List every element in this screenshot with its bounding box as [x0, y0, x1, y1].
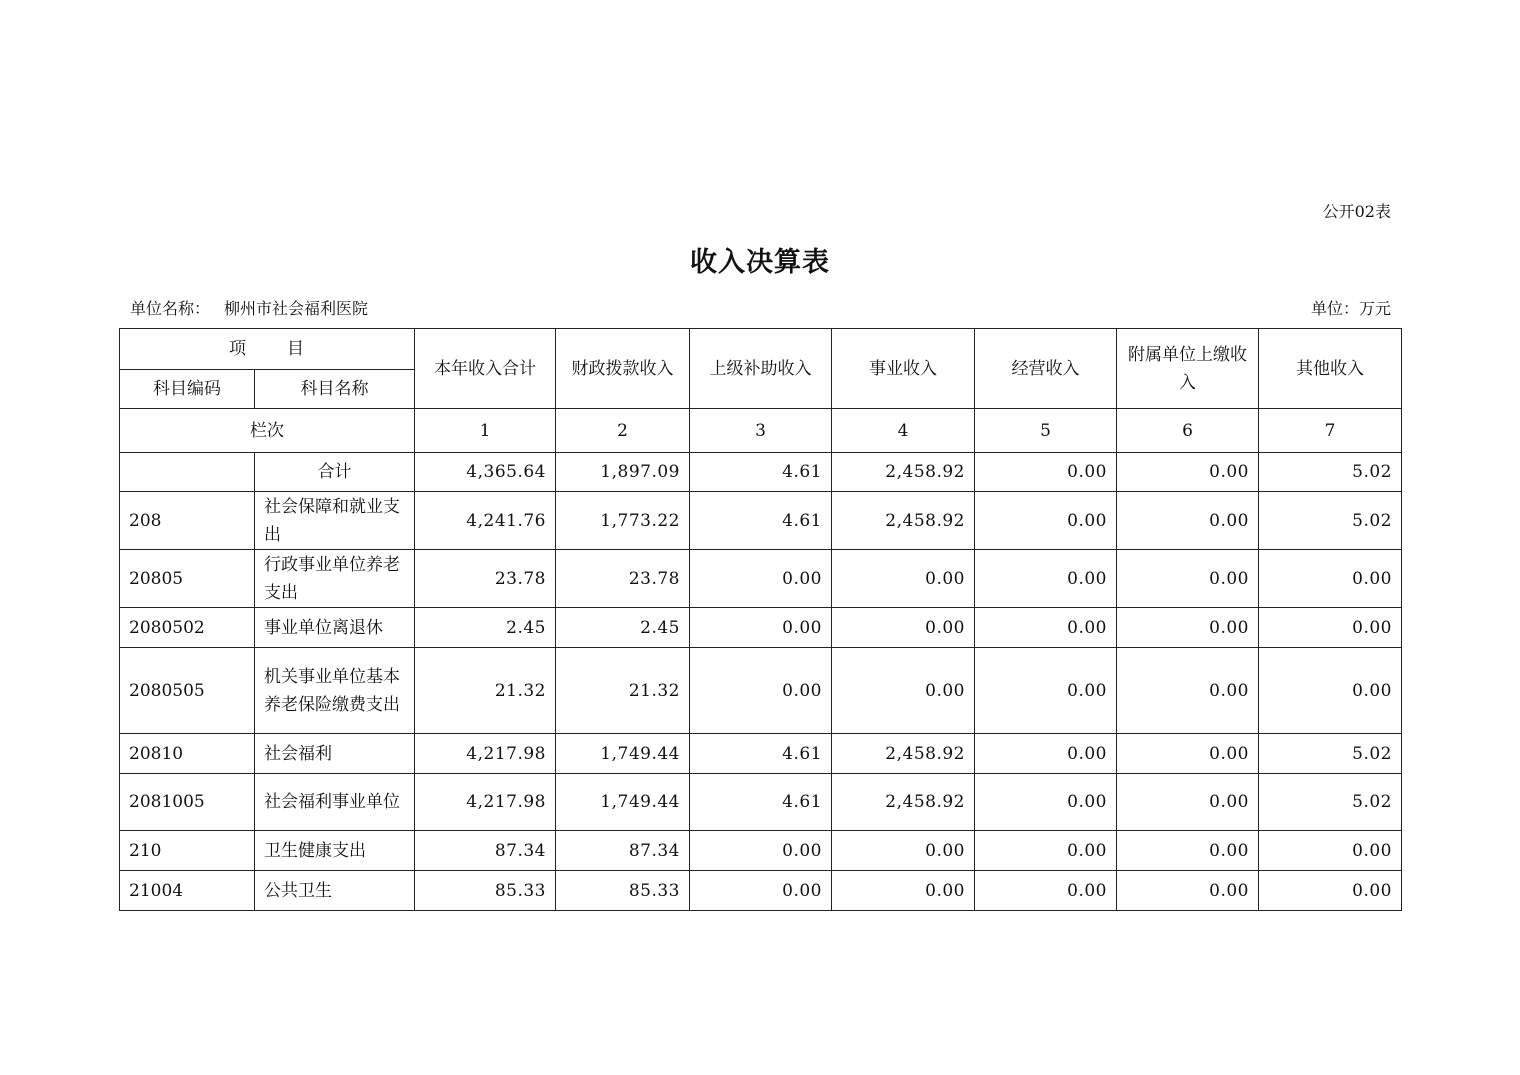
value-cell: 0.00 [1117, 648, 1259, 734]
value-cell: 4,217.98 [415, 774, 556, 831]
value-cell: 0.00 [1117, 608, 1259, 648]
header-col-2: 财政拨款收入 [556, 329, 690, 409]
table-row [120, 774, 1402, 831]
table-row [120, 734, 1402, 774]
value-cell: 85.33 [415, 871, 556, 911]
column-number: 2 [556, 409, 690, 453]
header-code: 科目编码 [120, 370, 255, 409]
value-cell: 0.00 [1259, 648, 1402, 734]
table-row [120, 648, 1402, 734]
value-cell: 2,458.92 [832, 734, 975, 774]
unit-name-label: 单位名称： [130, 299, 211, 318]
value-cell: 0.00 [1117, 871, 1259, 911]
column-number: 5 [975, 409, 1117, 453]
row-name: 合计 [255, 453, 415, 492]
table-row [120, 608, 1402, 648]
column-number: 7 [1259, 409, 1402, 453]
value-cell: 0.00 [832, 608, 975, 648]
value-cell: 0.00 [1117, 453, 1259, 492]
table-row [120, 831, 1402, 871]
value-cell: 0.00 [975, 871, 1117, 911]
value-cell: 0.00 [975, 831, 1117, 871]
value-cell: 0.00 [690, 831, 832, 871]
row-code: 208 [120, 492, 255, 550]
value-cell: 0.00 [832, 871, 975, 911]
value-cell: 0.00 [1259, 831, 1402, 871]
value-cell: 0.00 [975, 492, 1117, 550]
value-cell: 2.45 [556, 608, 690, 648]
value-cell: 0.00 [975, 550, 1117, 608]
page-title: 收入决算表 [690, 247, 830, 278]
value-cell: 1,749.44 [556, 774, 690, 831]
value-cell: 4.61 [690, 453, 832, 492]
value-cell: 85.33 [556, 871, 690, 911]
value-cell: 0.00 [1259, 550, 1402, 608]
value-cell: 4.61 [690, 492, 832, 550]
column-number: 1 [415, 409, 556, 453]
row-code: 2080505 [120, 648, 255, 734]
value-cell: 2,458.92 [832, 774, 975, 831]
value-cell: 0.00 [975, 774, 1117, 831]
value-cell: 21.32 [556, 648, 690, 734]
column-number: 3 [690, 409, 832, 453]
value-cell: 0.00 [1259, 608, 1402, 648]
value-cell: 23.78 [556, 550, 690, 608]
unit-name-value: 柳州市社会福利医院 [224, 299, 369, 318]
value-cell: 0.00 [690, 550, 832, 608]
header-col-7: 其他收入 [1259, 329, 1402, 409]
value-cell: 4.61 [690, 774, 832, 831]
value-cell: 0.00 [690, 608, 832, 648]
value-cell: 5.02 [1259, 734, 1402, 774]
row-code: 2081005 [120, 774, 255, 831]
row-name: 公共卫生 [255, 871, 415, 911]
value-cell: 87.34 [415, 831, 556, 871]
value-cell: 5.02 [1259, 774, 1402, 831]
header-name: 科目名称 [255, 370, 415, 409]
value-cell: 21.32 [415, 648, 556, 734]
table-row [120, 492, 1402, 550]
header-row-1 [120, 329, 1402, 370]
value-cell: 23.78 [415, 550, 556, 608]
column-number: 6 [1117, 409, 1259, 453]
column-number: 4 [832, 409, 975, 453]
row-code [120, 453, 255, 492]
unit-name [130, 296, 368, 319]
value-cell: 0.00 [975, 734, 1117, 774]
value-cell: 2,458.92 [832, 492, 975, 550]
header-item: 项 目 [120, 329, 415, 370]
value-cell: 0.00 [690, 871, 832, 911]
value-cell: 0.00 [832, 831, 975, 871]
value-cell: 4,241.76 [415, 492, 556, 550]
value-cell: 0.00 [1117, 774, 1259, 831]
form-number: 公开02表 [1322, 202, 1391, 221]
row-code: 21004 [120, 871, 255, 911]
value-cell: 0.00 [975, 608, 1117, 648]
value-cell: 0.00 [832, 550, 975, 608]
row-name: 社会保障和就业支出 [255, 492, 415, 550]
row-name: 事业单位离退休 [255, 608, 415, 648]
value-cell: 0.00 [975, 648, 1117, 734]
value-cell: 2,458.92 [832, 453, 975, 492]
currency-unit: 单位：万元 [1310, 299, 1391, 318]
value-cell: 0.00 [1259, 871, 1402, 911]
value-cell: 0.00 [1117, 734, 1259, 774]
value-cell: 1,897.09 [556, 453, 690, 492]
row-name: 机关事业单位基本养老保险缴费支出 [255, 648, 415, 734]
header-col-4: 事业收入 [832, 329, 975, 409]
income-table [119, 328, 1402, 911]
value-cell: 1,749.44 [556, 734, 690, 774]
table-row [120, 871, 1402, 911]
value-cell: 4,217.98 [415, 734, 556, 774]
value-cell: 5.02 [1259, 492, 1402, 550]
row-code: 20810 [120, 734, 255, 774]
value-cell: 4.61 [690, 734, 832, 774]
table-row [120, 550, 1402, 608]
value-cell: 0.00 [1117, 492, 1259, 550]
value-cell: 87.34 [556, 831, 690, 871]
header-col-3: 上级补助收入 [690, 329, 832, 409]
value-cell: 1,773.22 [556, 492, 690, 550]
value-cell: 0.00 [1117, 550, 1259, 608]
value-cell: 0.00 [1117, 831, 1259, 871]
value-cell: 0.00 [975, 453, 1117, 492]
row-code: 210 [120, 831, 255, 871]
row-name: 行政事业单位养老支出 [255, 550, 415, 608]
row-code: 20805 [120, 550, 255, 608]
header-col-1: 本年收入合计 [415, 329, 556, 409]
table-row [120, 453, 1402, 492]
row-name: 社会福利事业单位 [255, 774, 415, 831]
value-cell: 0.00 [832, 648, 975, 734]
row-name: 社会福利 [255, 734, 415, 774]
value-cell: 5.02 [1259, 453, 1402, 492]
value-cell: 0.00 [690, 648, 832, 734]
header-col-5: 经营收入 [975, 329, 1117, 409]
row-label: 栏次 [120, 409, 415, 453]
row-code: 2080502 [120, 608, 255, 648]
row-name: 卫生健康支出 [255, 831, 415, 871]
header-col-6: 附属单位上缴收入 [1117, 329, 1259, 409]
value-cell: 2.45 [415, 608, 556, 648]
value-cell: 4,365.64 [415, 453, 556, 492]
column-number-row [120, 409, 1402, 453]
